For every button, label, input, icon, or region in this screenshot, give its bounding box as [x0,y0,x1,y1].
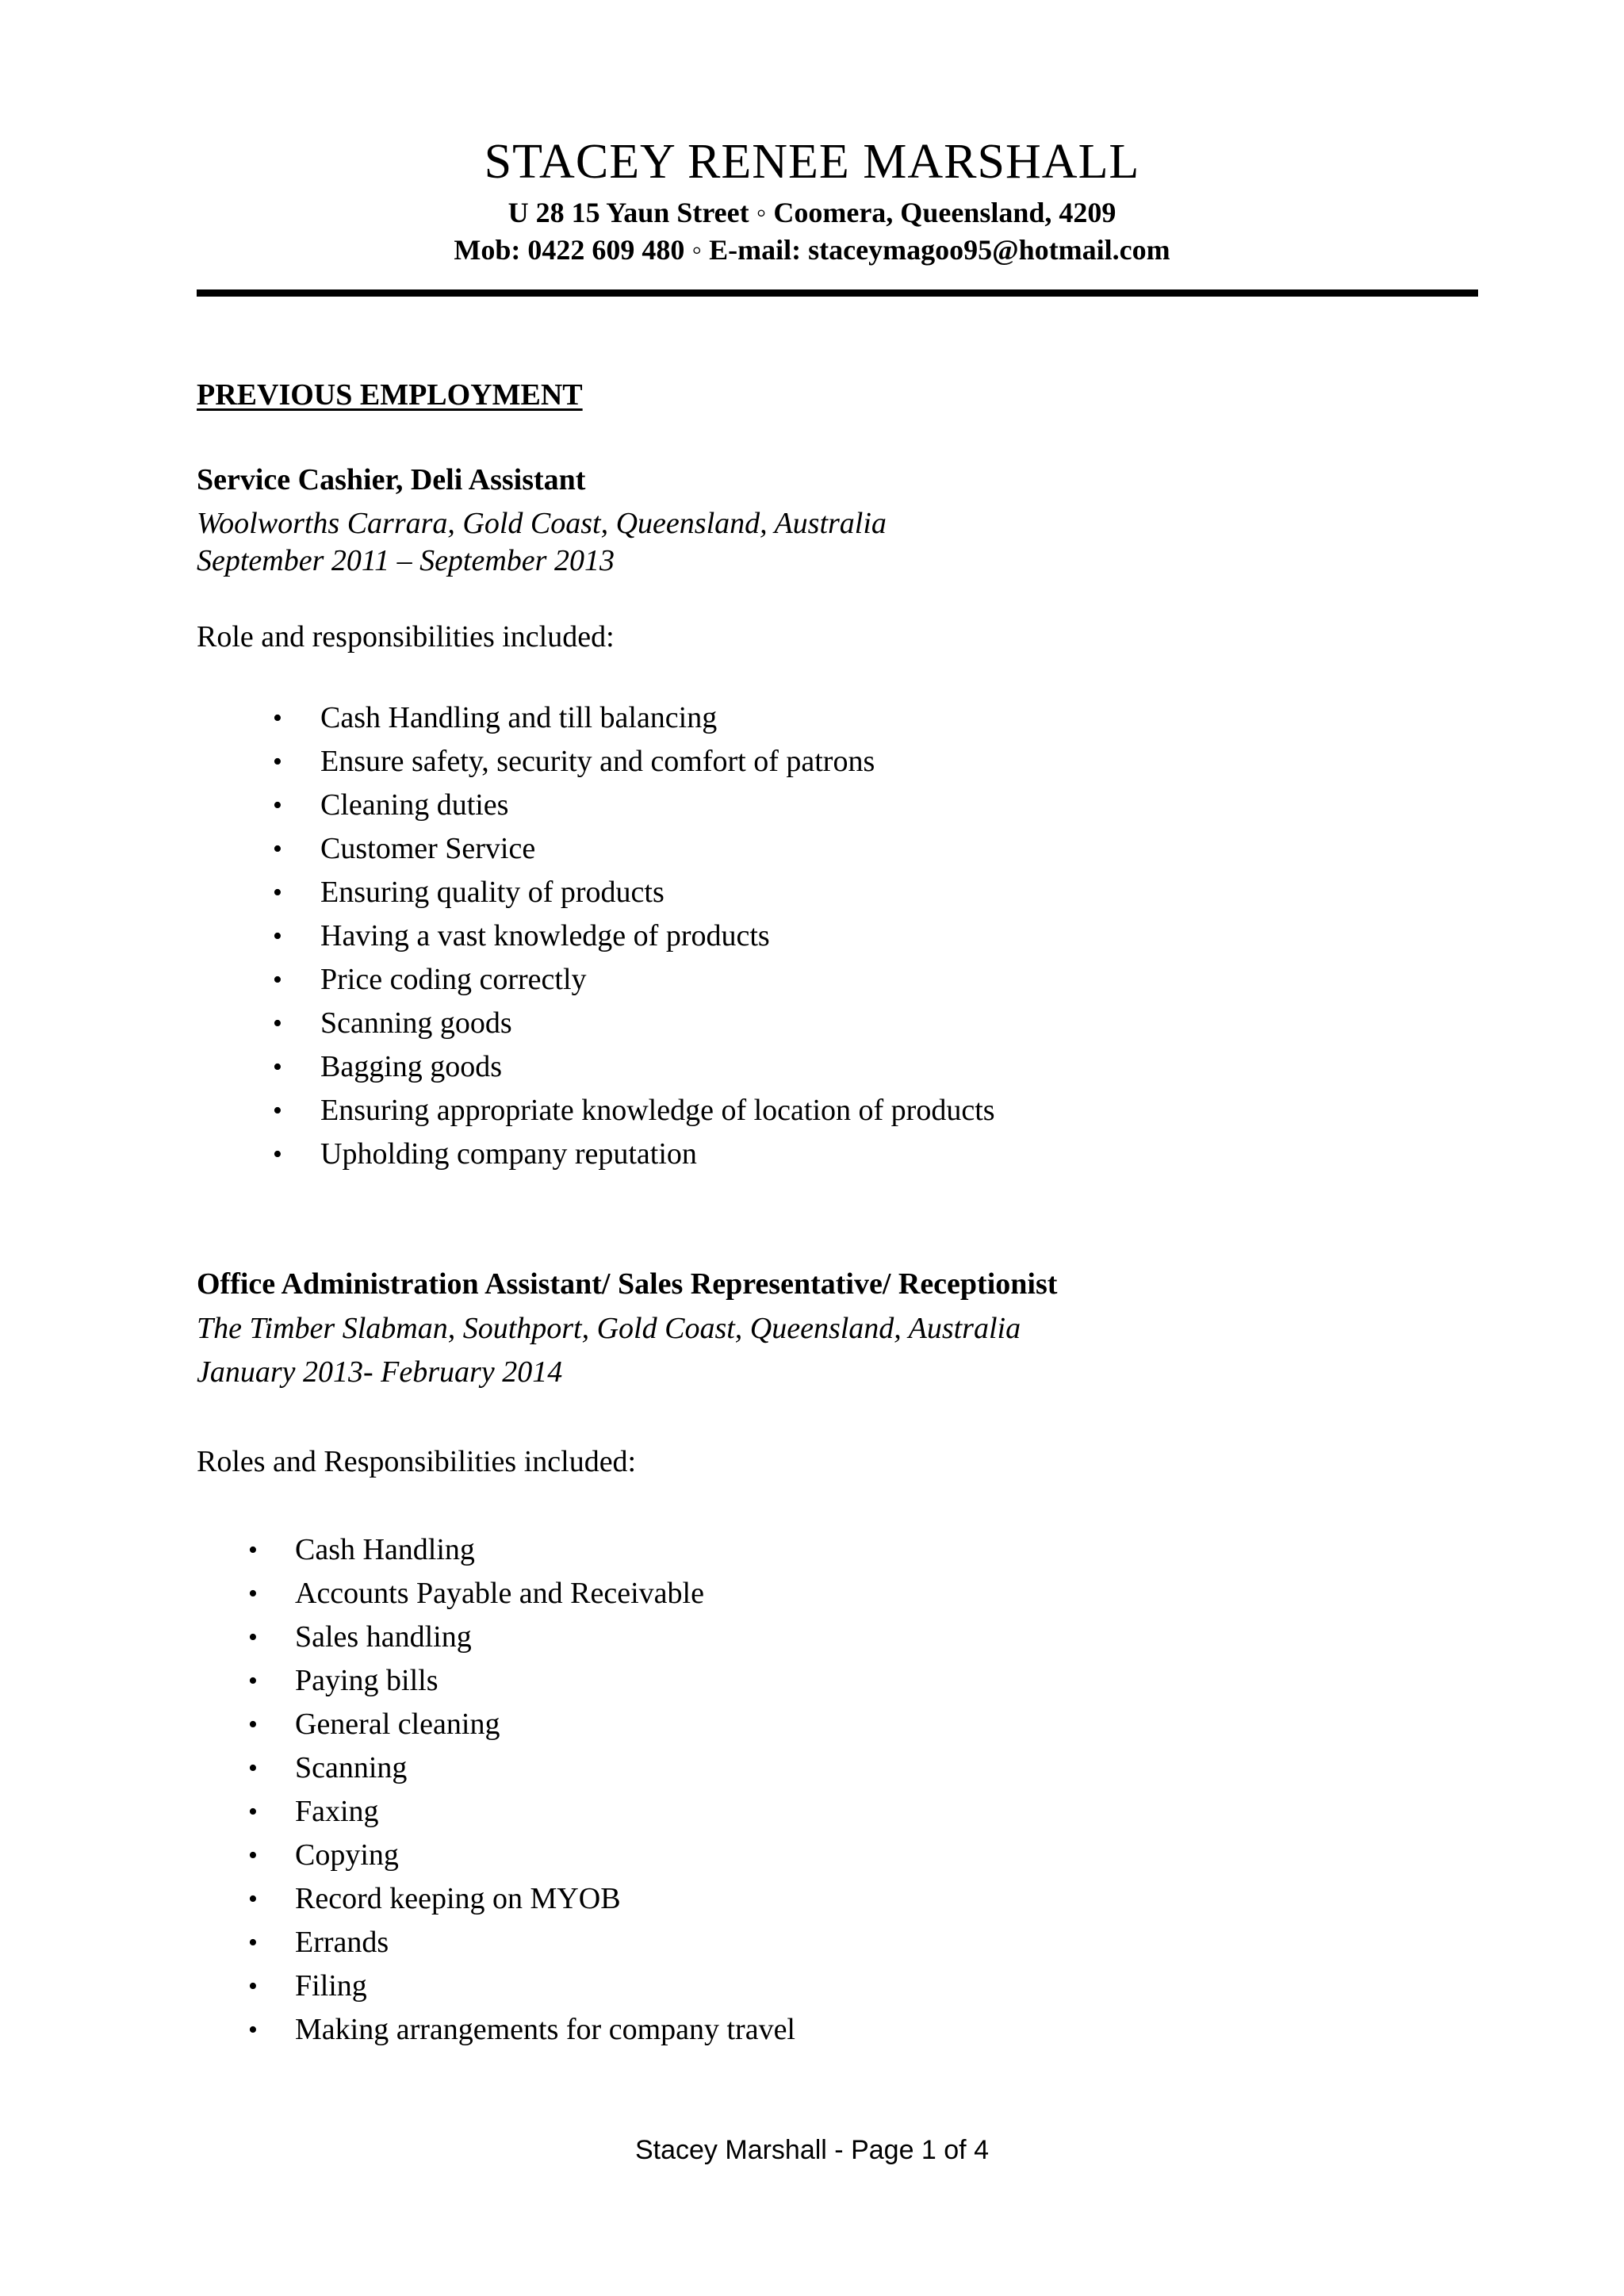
list-item-text: Errands [295,1926,389,1959]
bullet-icon: • [248,1754,258,1783]
list-item-text: Sales handling [295,1620,472,1654]
list-item-text: Having a vast knowledge of products [320,919,770,953]
list-item [273,1002,995,1045]
bullet-icon: • [273,791,282,820]
list-item [248,1921,795,1964]
list-item-text: Paying bills [295,1664,439,1697]
header-divider [197,289,1478,297]
bullet-icon: • [248,1841,258,1870]
list-item [273,1089,995,1133]
bullet-icon: • [248,1884,258,1914]
contact-line: Mob: 0422 609 480 ◦ E-mail: staceymagoo95@hotmail.com [454,234,1170,266]
address-line: U 28 15 Yaun Street ◦ Coomera, Queensland, 4209 [508,197,1116,228]
list-item-text: Scanning [295,1751,408,1784]
bullet-icon: • [273,878,282,907]
list-item-text: Cash Handling and till balancing [320,701,718,734]
list-item [273,827,995,871]
list-item [248,1528,795,1572]
page-footer: Stacey Marshall - Page 1 of 4 [634,2135,989,2165]
bullet-icon: • [273,1140,282,1169]
list-item-text: Faxing [295,1795,379,1828]
list-item [273,784,995,827]
duties-list [248,1528,795,2052]
list-item [273,696,995,740]
bullet-icon: • [273,1096,282,1125]
bullet-icon: • [273,834,282,864]
bullet-icon: • [248,1797,258,1826]
bullet-icon: • [248,1666,258,1696]
list-item [248,1877,795,1921]
job-intro: Role and responsibilities included: [197,620,615,654]
bullet-icon: • [273,703,282,733]
list-item-text: Ensuring quality of products [320,876,665,909]
list-item-text: Cash Handling [295,1533,475,1566]
list-item-text: Upholding company reputation [320,1137,697,1171]
list-item [273,740,995,784]
list-item-text: Price coding correctly [320,963,587,996]
list-item-text: Filing [295,1969,367,2003]
list-item-text: Record keeping on MYOB [295,1882,621,1915]
list-item [248,1746,795,1790]
list-item-text: Copying [295,1838,399,1872]
list-item [248,1834,795,1877]
bullet-icon: • [273,965,282,995]
job-employer: The Timber Slabman, Southport, Gold Coast, Queensland, Australia [197,1312,1021,1345]
bullet-icon: • [273,922,282,951]
job-dates: September 2011 – September 2013 [197,544,615,577]
list-item [248,1703,795,1746]
bullet-icon: • [248,2015,258,2045]
list-item [248,1616,795,1659]
bullet-icon: • [248,1535,258,1565]
duties-list [273,696,995,1176]
list-item [248,1964,795,2008]
list-item [248,2008,795,2052]
bullet-icon: • [248,1928,258,1957]
list-item-text: Bagging goods [320,1050,503,1083]
list-item-text: Scanning goods [320,1006,512,1040]
list-item-text: Making arrangements for company travel [295,2013,795,2046]
bullet-icon: • [273,1009,282,1038]
bullet-icon: • [273,747,282,776]
bullet-icon: • [248,1623,258,1652]
list-item [248,1572,795,1616]
list-item [273,958,995,1002]
job-employer: Woolworths Carrara, Gold Coast, Queensland, Australia [197,507,887,540]
bullet-icon: • [248,1710,258,1739]
list-item-text: Ensure safety, security and comfort of patrons [320,745,875,778]
applicant-name: STACEY RENEE MARSHALL [484,135,1140,189]
bullet-icon: • [248,1579,258,1608]
list-item [273,1133,995,1176]
job-title: Office Administration Assistant/ Sales Representative/ Receptionist [197,1267,1058,1301]
bullet-icon: • [273,1052,282,1082]
list-item-text: General cleaning [295,1708,500,1741]
job-dates: January 2013- February 2014 [197,1355,563,1389]
job-title: Service Cashier, Deli Assistant [197,463,586,496]
bullet-icon: • [248,1972,258,2001]
list-item [248,1659,795,1703]
list-item-text: Ensuring appropriate knowledge of location of products [320,1094,995,1127]
list-item [273,1045,995,1089]
job-intro: Roles and Responsibilities included: [197,1445,637,1478]
list-item-text: Accounts Payable and Receivable [295,1577,704,1610]
list-item [273,871,995,914]
section-title-previous-employment: PREVIOUS EMPLOYMENT [197,378,583,412]
list-item [273,914,995,958]
list-item-text: Customer Service [320,832,536,865]
list-item-text: Cleaning duties [320,788,509,822]
list-item [248,1790,795,1834]
